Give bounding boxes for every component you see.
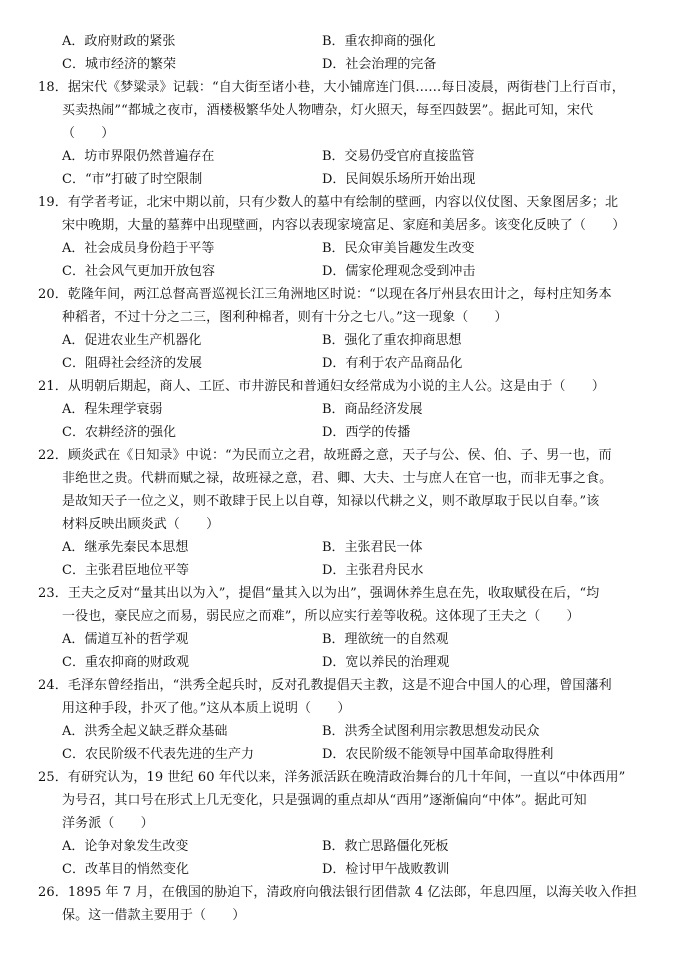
option-item: C．重农抑商的财政观 [62, 655, 189, 670]
option-item: D．西学的传播 [322, 425, 411, 440]
question-stem: 21．从明朝后期起，商人、工匠、市井游民和普通妇女经常成为小说的主人公。这是由于（ ） [38, 379, 605, 394]
question-stem-continued: 为号召，其口号在形式上几无变化，只是强调的重点却从“西用”逐渐偏向“中体”。据此可知 [62, 793, 587, 808]
option-item: C．“市”打破了时空限制 [62, 172, 203, 187]
question-stem-continued: 洋务派（ ） [62, 816, 154, 831]
option-item: C．改革目的悄然变化 [62, 862, 189, 877]
option-item: D．农民阶级不能领导中国革命取得胜利 [322, 747, 554, 762]
option-item: D．儒家伦理观念受到冲击 [322, 264, 476, 279]
question-stem: 20．乾隆年间，两江总督高晋巡视长江三角洲地区时说：“以现在各厅州县农田计之，每村庄知务本 [38, 287, 612, 302]
question-stem-continued: 保。这一借款主要用于（ ） [62, 908, 246, 923]
question-stem-continued: 用这种手段，扑灭了他。”这从本质上说明（ ） [62, 701, 351, 716]
option-item: B．理欲统一的自然观 [322, 632, 449, 647]
option-item: C．主张君臣地位平等 [62, 563, 189, 578]
option-item: C．农民阶级不代表先进的生产力 [62, 747, 254, 762]
option-item: B．商品经济发展 [322, 402, 423, 417]
option-item: C．农耕经济的强化 [62, 425, 176, 440]
option-item: B．民众审美旨趣发生改变 [322, 241, 475, 256]
question-stem: 25．有研究认为，19 世纪 60 年代以来，洋务派活跃在晚清政治舞台的几十年间，一直以“中体西用” [38, 770, 626, 785]
question-stem: 18．据宋代《梦粱录》记载：“自大街至诸小巷，大小铺席连门俱……每日凌晨，两街巷门上行百市， [38, 80, 625, 95]
option-item: A．促进农业生产机器化 [62, 333, 202, 348]
option-b: B．重农抑商的强化 [322, 34, 436, 49]
option-item: A．论争对象发生改变 [62, 839, 189, 854]
question-stem-continued: 一役也，豪民应之而易，弱民应之而难”，所以应实行差等收税。这体现了王夫之（ ） [62, 609, 580, 624]
option-item: B．交易仍受官府直接监管 [322, 149, 475, 164]
option-item: C．阻碍社会经济的发展 [62, 356, 202, 371]
question-stem-continued: （ ） [62, 126, 115, 141]
option-item: A．程朱理学衰弱 [62, 402, 163, 417]
option-item: D．有利于农产品商品化 [322, 356, 463, 371]
option-item: D．检讨甲午战败教训 [322, 862, 450, 877]
option-item: B．洪秀全试图利用宗教思想发动民众 [322, 724, 540, 739]
option-a: A．政府财政的紧张 [62, 34, 176, 49]
option-item: A．社会成员身份趋于平等 [62, 241, 215, 256]
option-item: D．宽以养民的治理观 [322, 655, 450, 670]
option-item: A．坊市界限仍然普遍存在 [62, 149, 215, 164]
option-item: B．强化了重农抑商思想 [322, 333, 462, 348]
option-item: B．救亡思路僵化死板 [322, 839, 449, 854]
option-item: D．民间娱乐场所开始出现 [322, 172, 476, 187]
option-item: C．社会风气更加开放包容 [62, 264, 215, 279]
option-item: A．儒道互补的哲学观 [62, 632, 189, 647]
option-item: A．继承先秦民本思想 [62, 540, 189, 555]
question-stem: 24．毛泽东曾经指出，“洪秀全起兵时，反对孔教提倡天主教，这是不迎合中国人的心理，曾国藩利 [38, 678, 612, 693]
question-stem-continued: 买卖热闹”“都城之夜市，酒楼极繁华处人物嘈杂，灯火照天，每至四鼓罢”。据此可知，宋代 [62, 103, 594, 118]
question-stem-continued: 种稻者，不过十分之二三，图利种棉者，则有十分之七八。”这一现象（ ） [62, 310, 508, 325]
question-stem: 22．顾炎武在《日知录》中说：“为民而立之君，故班爵之意，天子与公、侯、伯、子、男一也，而 [38, 448, 612, 463]
option-item: D．主张君舟民水 [322, 563, 424, 578]
question-stem-continued: 宋中晚期，大量的墓葬中出现壁画，内容以表现家境富足、家庭和美居多。该变化反映了（ ） [62, 218, 626, 233]
question-stem-continued: 材料反映出顾炎武（ ） [62, 517, 220, 532]
option-d: D．社会治理的完备 [322, 57, 437, 72]
option-item: A．洪秀全起义缺乏群众基础 [62, 724, 228, 739]
option-item: B．主张君民一体 [322, 540, 423, 555]
question-stem: 19．有学者考证，北宋中期以前，只有少数人的墓中有绘制的壁画，内容以仪仗图、天象图居多；北 [38, 195, 619, 210]
question-stem: 26．1895 年 7 月，在俄国的胁迫下，清政府向俄法银行团借款 4 亿法郎，年息四厘，以海关收入作担 [38, 885, 638, 900]
option-c: C．城市经济的繁荣 [62, 57, 176, 72]
question-stem-continued: 是故知天子一位之义，则不敢肆于民上以自尊，知禄以代耕之义，则不敢厚取于民以自奉。”该 [62, 494, 600, 509]
question-stem: 23．王夫之反对“量其出以为入”，提倡“量其入以为出”，强调休养生息在先，收取赋役在后，“均 [38, 586, 600, 601]
question-stem-continued: 非绝世之贵。代耕而赋之禄，故班禄之意，君、卿、大夫、士与庶人在官一也，而非无事之食。 [62, 471, 613, 486]
